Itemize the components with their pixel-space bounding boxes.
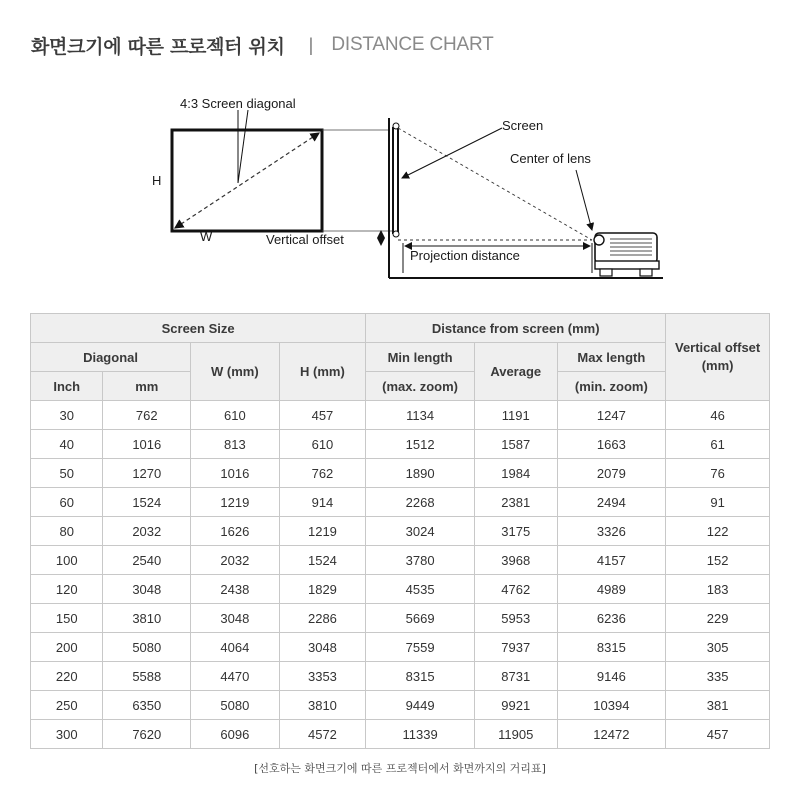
- cell-mm: 5588: [103, 662, 191, 691]
- page-title-korean: 화면크기에 따른 프로젝터 위치: [31, 35, 285, 58]
- cell-min-length: 4535: [366, 575, 475, 604]
- cell-max-length: 8315: [557, 633, 666, 662]
- cell-width-mm: 1219: [191, 488, 280, 517]
- page-header: [31, 30, 494, 60]
- cell-height-mm: 3810: [279, 691, 366, 720]
- cell-min-length: 1512: [366, 430, 475, 459]
- table-body: [31, 401, 770, 749]
- cell-average: 8731: [474, 662, 557, 691]
- cell-average: 3968: [474, 546, 557, 575]
- cell-height-mm: 762: [279, 459, 366, 488]
- cell-vertical-offset: 122: [666, 517, 770, 546]
- diagonal-label-pointer-tilt: [238, 110, 248, 183]
- cell-max-length: 6236: [557, 604, 666, 633]
- cell-height-mm: 1524: [279, 546, 366, 575]
- cell-min-length: 1890: [366, 459, 475, 488]
- cell-inch: 30: [31, 401, 103, 430]
- header-min-length: Min length: [366, 343, 475, 372]
- cell-average: 9921: [474, 691, 557, 720]
- cell-width-mm: 1016: [191, 459, 280, 488]
- screen-pointer: [402, 128, 502, 178]
- cell-inch: 200: [31, 633, 103, 662]
- table-row: [31, 430, 770, 459]
- header-inch: Inch: [31, 372, 103, 401]
- cell-max-length: 12472: [557, 720, 666, 749]
- cell-min-length: 3024: [366, 517, 475, 546]
- label-w: W: [200, 229, 213, 244]
- cell-min-length: 3780: [366, 546, 475, 575]
- cell-min-length: 7559: [366, 633, 475, 662]
- projector-icon: [594, 233, 659, 276]
- cell-average: 2381: [474, 488, 557, 517]
- cell-vertical-offset: 46: [666, 401, 770, 430]
- header-max-zoom: (max. zoom): [366, 372, 475, 401]
- cell-vertical-offset: 229: [666, 604, 770, 633]
- cell-mm: 1270: [103, 459, 191, 488]
- cell-mm: 3048: [103, 575, 191, 604]
- label-screen-diagonal: 4:3 Screen diagonal: [180, 96, 296, 111]
- cell-average: 4762: [474, 575, 557, 604]
- cell-height-mm: 457: [279, 401, 366, 430]
- cell-inch: 250: [31, 691, 103, 720]
- table-row: [31, 459, 770, 488]
- cell-min-length: 9449: [366, 691, 475, 720]
- diagonal-line: [175, 133, 319, 228]
- cell-vertical-offset: 183: [666, 575, 770, 604]
- cell-inch: 80: [31, 517, 103, 546]
- cell-height-mm: 2286: [279, 604, 366, 633]
- cell-mm: 2032: [103, 517, 191, 546]
- cell-vertical-offset: 61: [666, 430, 770, 459]
- cell-width-mm: 610: [191, 401, 280, 430]
- cell-width-mm: 3048: [191, 604, 280, 633]
- cell-width-mm: 4064: [191, 633, 280, 662]
- header-h: H (mm): [279, 343, 366, 401]
- title-separator: |: [308, 34, 314, 55]
- cell-inch: 300: [31, 720, 103, 749]
- cell-mm: 6350: [103, 691, 191, 720]
- cell-mm: 1524: [103, 488, 191, 517]
- cell-height-mm: 610: [279, 430, 366, 459]
- cell-inch: 60: [31, 488, 103, 517]
- cell-width-mm: 2438: [191, 575, 280, 604]
- cell-average: 1191: [474, 401, 557, 430]
- distance-table: [30, 313, 770, 749]
- cell-average: 11905: [474, 720, 557, 749]
- header-w: W (mm): [191, 343, 280, 401]
- projection-diagram: [140, 88, 680, 293]
- cell-inch: 50: [31, 459, 103, 488]
- table-row: [31, 546, 770, 575]
- cell-width-mm: 4470: [191, 662, 280, 691]
- header-mm: mm: [103, 372, 191, 401]
- cell-min-length: 2268: [366, 488, 475, 517]
- cell-max-length: 2079: [557, 459, 666, 488]
- cell-height-mm: 3048: [279, 633, 366, 662]
- cell-height-mm: 914: [279, 488, 366, 517]
- page-title-english: DISTANCE CHART: [331, 34, 494, 55]
- cell-max-length: 4989: [557, 575, 666, 604]
- table-row: [31, 662, 770, 691]
- cell-vertical-offset: 335: [666, 662, 770, 691]
- cell-max-length: 2494: [557, 488, 666, 517]
- header-diagonal: Diagonal: [31, 343, 191, 372]
- table-row: [31, 720, 770, 749]
- table-row: [31, 604, 770, 633]
- cell-mm: 7620: [103, 720, 191, 749]
- cell-max-length: 1663: [557, 430, 666, 459]
- screen-bottom-marker: [393, 231, 399, 237]
- cell-max-length: 10394: [557, 691, 666, 720]
- table-caption: [선호하는 화면크기에 따른 프로젝터에서 화면까지의 거리표]: [254, 762, 546, 775]
- cell-average: 3175: [474, 517, 557, 546]
- label-vertical-offset: Vertical offset: [266, 232, 344, 247]
- cell-max-length: 1247: [557, 401, 666, 430]
- cell-vertical-offset: 152: [666, 546, 770, 575]
- cell-min-length: 11339: [366, 720, 475, 749]
- cell-vertical-offset: 305: [666, 633, 770, 662]
- cell-min-length: 8315: [366, 662, 475, 691]
- cell-max-length: 9146: [557, 662, 666, 691]
- cell-inch: 100: [31, 546, 103, 575]
- header-distance: Distance from screen (mm): [366, 314, 666, 343]
- cell-width-mm: 5080: [191, 691, 280, 720]
- cell-mm: 3810: [103, 604, 191, 633]
- label-screen: Screen: [502, 118, 544, 133]
- cell-height-mm: 1219: [279, 517, 366, 546]
- cell-height-mm: 4572: [279, 720, 366, 749]
- table-row: [31, 488, 770, 517]
- cell-mm: 762: [103, 401, 191, 430]
- header-max-length: Max length: [557, 343, 666, 372]
- cell-average: 7937: [474, 633, 557, 662]
- cell-width-mm: 1626: [191, 517, 280, 546]
- cell-min-length: 5669: [366, 604, 475, 633]
- cell-inch: 220: [31, 662, 103, 691]
- cell-width-mm: 6096: [191, 720, 280, 749]
- label-projection-distance: Projection distance: [410, 248, 520, 263]
- cell-mm: 1016: [103, 430, 191, 459]
- cell-mm: 5080: [103, 633, 191, 662]
- cell-average: 5953: [474, 604, 557, 633]
- cell-width-mm: 813: [191, 430, 280, 459]
- table-row: [31, 401, 770, 430]
- table-row: [31, 517, 770, 546]
- cell-min-length: 1134: [366, 401, 475, 430]
- cell-max-length: 3326: [557, 517, 666, 546]
- header-screen-size: Screen Size: [31, 314, 366, 343]
- projection-ray-top: [398, 128, 592, 240]
- cell-inch: 40: [31, 430, 103, 459]
- header-average: Average: [474, 343, 557, 401]
- cell-inch: 150: [31, 604, 103, 633]
- cell-vertical-offset: 457: [666, 720, 770, 749]
- label-h: H: [152, 173, 162, 188]
- cell-mm: 2540: [103, 546, 191, 575]
- cell-average: 1984: [474, 459, 557, 488]
- cell-vertical-offset: 381: [666, 691, 770, 720]
- cell-vertical-offset: 91: [666, 488, 770, 517]
- cell-height-mm: 3353: [279, 662, 366, 691]
- table-row: [31, 575, 770, 604]
- cell-average: 1587: [474, 430, 557, 459]
- header-min-zoom: (min. zoom): [557, 372, 666, 401]
- projection-diagram-svg: [140, 88, 680, 293]
- screen-side-rect: [393, 128, 398, 233]
- cell-width-mm: 2032: [191, 546, 280, 575]
- cell-height-mm: 1829: [279, 575, 366, 604]
- cell-max-length: 4157: [557, 546, 666, 575]
- table-row: [31, 633, 770, 662]
- cell-vertical-offset: 76: [666, 459, 770, 488]
- header-vertical-offset: Vertical offset (mm): [666, 314, 770, 401]
- cell-inch: 120: [31, 575, 103, 604]
- lens-pointer: [576, 170, 592, 230]
- table-row: [31, 691, 770, 720]
- label-center-of-lens: Center of lens: [510, 151, 591, 166]
